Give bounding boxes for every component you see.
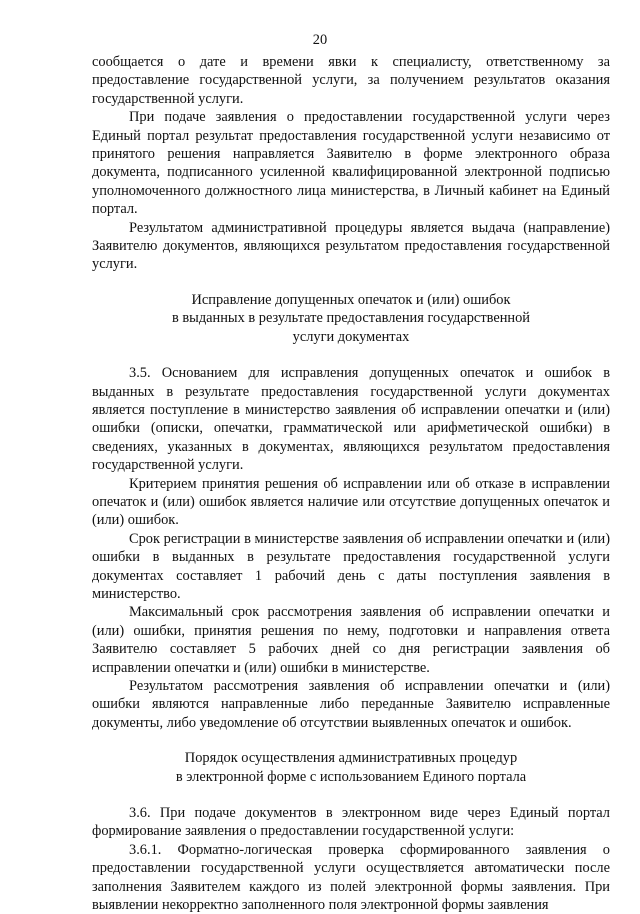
section-heading-electronic xyxy=(92,749,610,786)
paragraph: Результатом административной процедуры является выдача (направление) Заявителю документов, являющихся результатом предоставления государственной услуги. xyxy=(92,219,610,273)
heading-line: в электронной форме с использованием Единого портала xyxy=(175,768,527,785)
paragraph: Результатом рассмотрения заявления об исправлении опечатки и (или) ошибки являются направленные либо переданные Заявителю исправленные документы, либо уведомление об отсутствии выявленных опечаток и ошибок. xyxy=(92,678,610,731)
document-body xyxy=(92,53,610,914)
paragraph-3-5: 3.5. Основанием для исправления допущенных опечаток и ошибок в выданных в результате предоставления государственной услуги документах является поступление в министерство заявления об исправлении опечатки и (или) ошибки (описки, опечатки, грамматической или арифметической ошибки) в сведениях, указанных в документах, являющихся результатом предоставления государственной услуги. xyxy=(92,365,610,474)
paragraph: Срок регистрации в министерстве заявления об исправлении опечатки и (или) ошибки в выданных в результате предоставления государственной услуги документах составляет 1 рабочий день с даты поступления заявления в министерство. xyxy=(92,530,610,602)
section-heading-corrections xyxy=(92,291,610,346)
paragraph-continuation: сообщается о дате и времени явки к специалисту, ответственному за предоставление государственной услуги, за получением результатов оказания государственной услуги. xyxy=(92,54,610,107)
page-number: 20 xyxy=(312,32,328,48)
heading-line: услуги документах xyxy=(292,328,410,345)
paragraph-3-6: 3.6. При подаче документов в электронном виде через Единый портал формирование заявления о предоставлении государственной услуги: xyxy=(92,805,610,840)
paragraph: Критерием принятия решения об исправлении или об отказе в исправлении опечаток и (или) ошибок является наличие или отсутствие допущенных опечаток и (или) ошибок. xyxy=(92,475,610,529)
paragraph: Максимальный срок рассмотрения заявления об исправлении опечатки и (или) ошибки, принятия решения по нему, подготовки и направления ответа Заявителю составляет 5 рабочих дней со дня регистрации заявления об исправлении опечатки и (или) ошибки в министерстве. xyxy=(92,604,610,676)
paragraph: При подаче заявления о предоставлении государственной услуги через Единый портал результат предоставления государственной услуги независимо от принятого решения направляется Заявителю в форме электронного образа документа, подписанного усиленной квалифицированной электронной подписью уполномоченного должностного лица министерства, в Личный кабинет на Единый портал. xyxy=(92,109,610,218)
heading-line: в выданных в результате предоставления государственной xyxy=(171,310,531,327)
heading-line: Исправление допущенных опечаток и (или) ошибок xyxy=(191,291,511,308)
heading-line: Порядок осуществления административных процедур xyxy=(184,750,518,767)
paragraph-3-6-1: 3.6.1. Форматно-логическая проверка сформированного заявления о предоставлении государственной услуги осуществляется автоматически после заполнения Заявителем каждого из полей электронной формы заявления. При выявлении некорректно заполненного поля электронной формы заявления xyxy=(92,841,610,914)
